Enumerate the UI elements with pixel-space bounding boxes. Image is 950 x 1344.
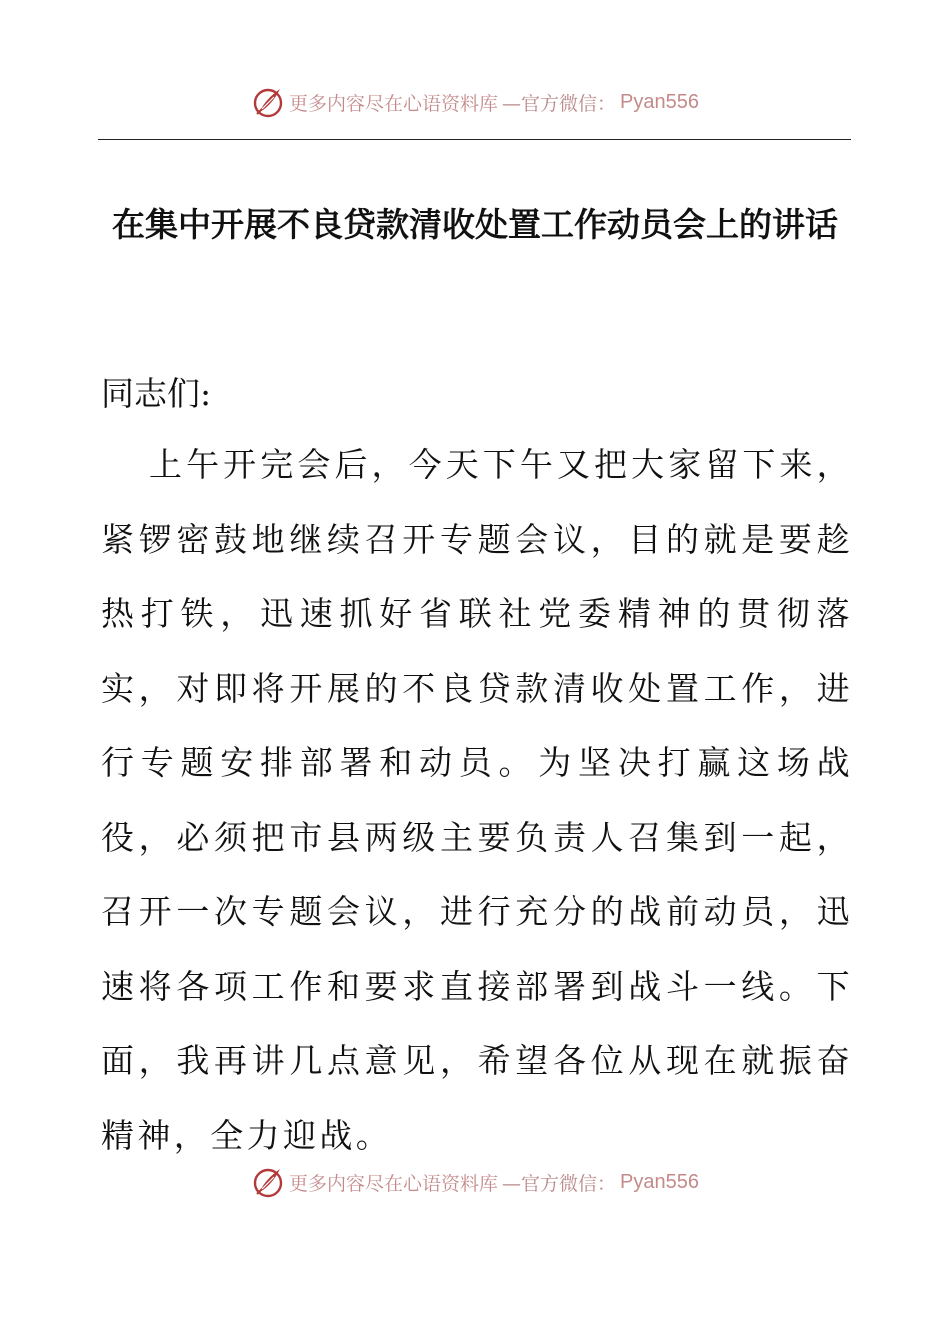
header-divider: [98, 139, 851, 140]
watermark-brand-text: 更多内容尽在心语资料库: [289, 92, 499, 115]
feather-pen-logo-icon: [251, 1165, 285, 1199]
salutation: 同志们:: [101, 374, 212, 413]
footer-watermark: [0, 1162, 950, 1202]
watermark-wechat-id: Pyan556: [620, 1170, 699, 1193]
watermark-separator: —官方微信：: [502, 1172, 617, 1195]
watermark-group: [251, 1165, 699, 1199]
watermark-wechat-id: Pyan556: [620, 90, 699, 113]
watermark-brand-text: 更多内容尽在心语资料库: [289, 1172, 499, 1195]
document-title: 在集中开展不良贷款清收处置工作动员会上的讲话: [112, 205, 838, 244]
header-watermark: [0, 82, 950, 122]
body-paragraph: 上午开完会后，今天下午又把大家留下来，紧锣密鼓地继续召开专题会议，目的就是要趁热打铁，迅速抓好省联社党委精神的贯彻落实，对即将开展的不良贷款清收处置工作，进行专题安排部署和动员。为坚决打赢这场战役，必须把市县两级主要负责人召集到一起，召开一次专题会议，进行充分的战前动员，迅速将各项工作和要求直接部署到战斗一线。下面，我再讲几点意见，希望各位从现在就振奋精神，全力迎战。: [101, 445, 853, 1155]
feather-pen-logo-icon: [251, 85, 285, 119]
watermark-separator: —官方微信：: [502, 92, 617, 115]
watermark-group: [251, 85, 699, 119]
